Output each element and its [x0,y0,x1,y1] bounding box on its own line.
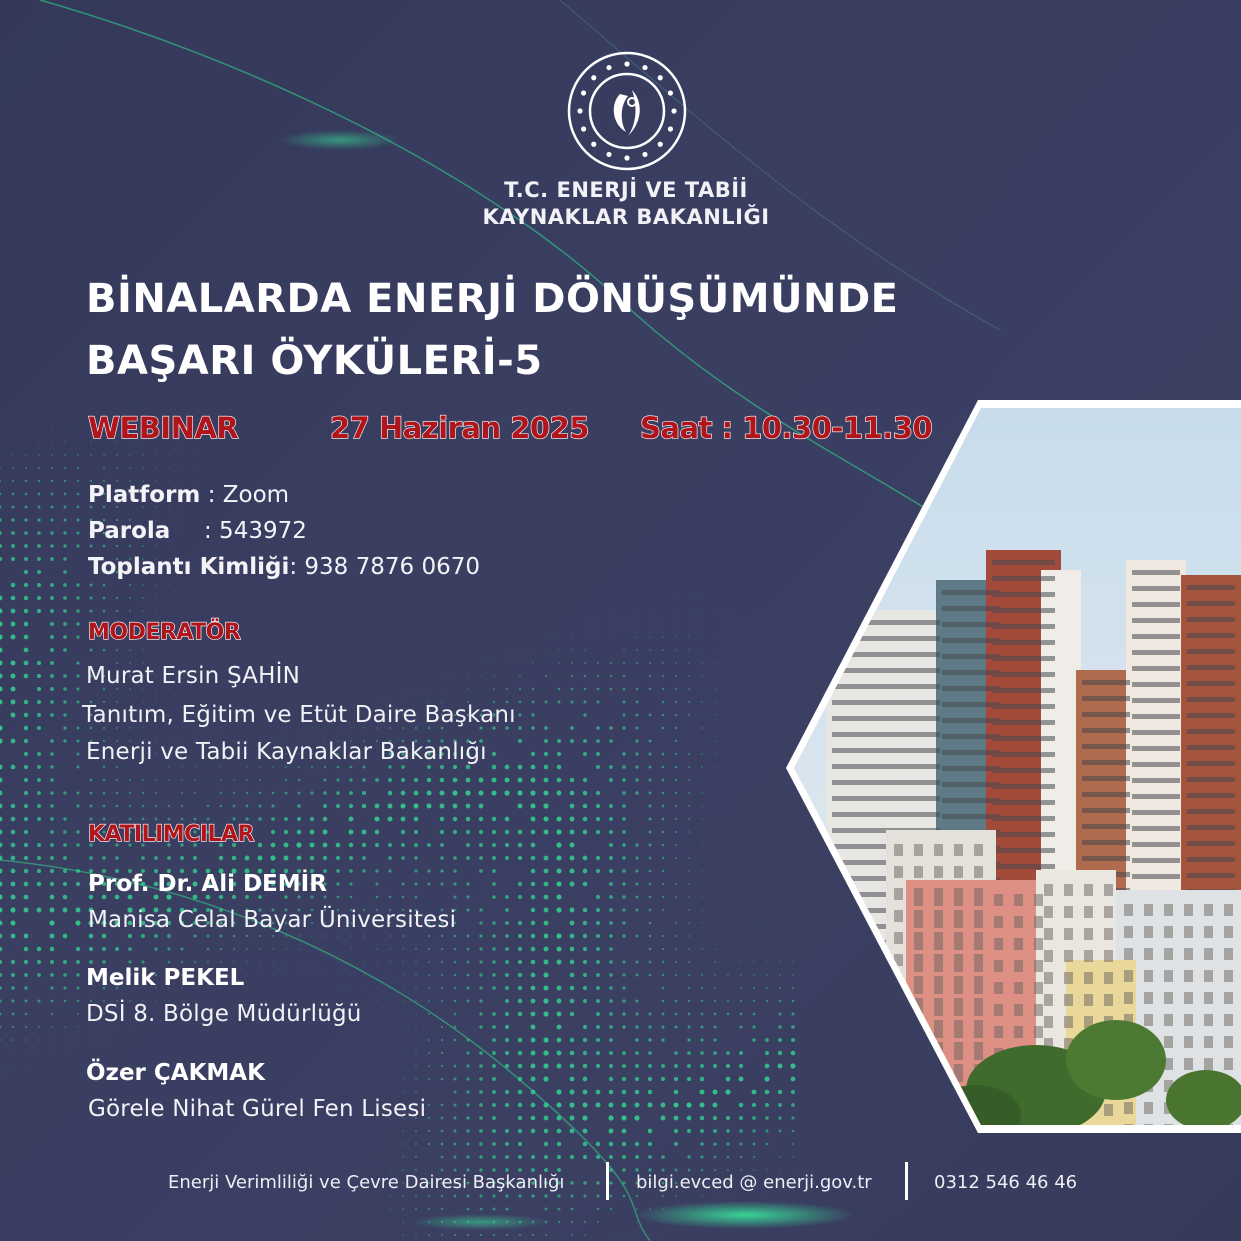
footer-separator-2 [905,1162,908,1200]
event-date: 27 Haziran 2025 [330,411,589,445]
participant-3-org: Görele Nihat Gürel Fen Lisesi [88,1096,427,1122]
ministry-name-line2: KAYNAKLAR BAKANLIĞI [482,205,770,229]
platform-label: Platform [88,482,201,508]
participants-heading: KATILIMCILAR [88,822,254,847]
event-type: WEBINAR [88,411,239,445]
event-time: Saat : 10.30-11.30 [640,411,933,445]
moderator-name: Murat Ersin ŞAHİN [86,663,300,689]
meeting-id-value: : 938 7876 0670 [289,554,481,580]
password-label: Parola [88,518,171,544]
event-title-line2: BAŞARI ÖYKÜLERİ-5 [86,338,543,384]
platform-value: : Zoom [207,482,290,508]
participant-3-name: Özer ÇAKMAK [86,1060,265,1086]
moderator-role: Tanıtım, Eğitim ve Etüt Daire Başkanı [82,702,516,728]
password-value: : 543972 [204,518,307,544]
footer-email[interactable]: bilgi.evced @ enerji.gov.tr [636,1172,872,1193]
participant-1-org: Manisa Celal Bayar Üniversitesi [88,907,457,933]
moderator-heading: MODERATÖR [88,620,241,645]
ministry-name-line1: T.C. ENERJİ VE TABİİ [504,178,748,202]
moderator-org: Enerji ve Tabii Kaynaklar Bakanlığı [86,739,487,765]
city-buildings-photo [786,400,1241,1133]
password-row [88,518,307,544]
meeting-id-row [88,554,480,580]
footer-phone[interactable]: 0312 546 46 46 [934,1172,1078,1193]
participant-2-org: DSİ 8. Bölge Müdürlüğü [86,1001,362,1027]
participant-2-name: Melik PEKEL [86,965,245,991]
footer-separator-1 [606,1162,609,1200]
platform-row [88,482,289,508]
meeting-id-label: Toplantı Kimliği [88,554,290,580]
participant-1-name: Prof. Dr. Ali DEMİR [88,871,327,897]
footer-department: Enerji Verimliliği ve Çevre Dairesi Başkanlığı [168,1172,565,1193]
event-title-line1: BİNALARDA ENERJİ DÖNÜŞÜMÜNDE [86,276,899,322]
ministry-emblem-icon [566,50,688,172]
